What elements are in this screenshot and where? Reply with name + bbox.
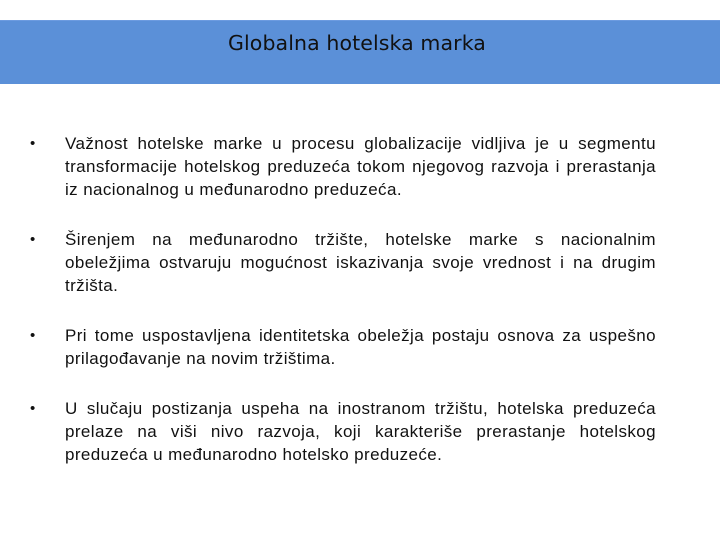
- bullet-text: Pri tome uspostavljena identitetska obeležja postaju osnova za uspešno prilagođavanje na novim tržištima.: [65, 326, 656, 368]
- bullet-item: [28, 132, 656, 201]
- bullet-icon: •: [30, 327, 36, 344]
- bullet-icon: •: [30, 400, 36, 417]
- slide-title: Globalna hotelska marka: [228, 31, 486, 55]
- bullet-item: [28, 228, 656, 297]
- title-bar: [0, 20, 720, 84]
- bullet-icon: •: [30, 135, 36, 152]
- bullet-text: Važnost hotelske marke u procesu globalizacije vidljiva je u segmentu transformacije hotelskog preduzeća tokom njegovog razvoja i prerastanja iz nacionalnog u međunarodno preduzeća.: [65, 134, 656, 199]
- bullet-icon: •: [30, 231, 36, 248]
- bullet-item: [28, 324, 656, 370]
- bullet-list: [28, 132, 656, 493]
- bullet-text: U slučaju postizanja uspeha na inostranom tržištu, hotelska preduzeća prelaze na viši nivo razvoja, koji karakteriše prerastanje hotelskog preduzeća u međunarodno hotelsko preduzeće.: [65, 399, 656, 464]
- bullet-text: Širenjem na međunarodno tržište, hotelske marke s nacionalnim obeležjima ostvaruju mogućnost iskazivanja svoje vrednost i na drugim tržišta.: [65, 230, 656, 295]
- bullet-item: [28, 397, 656, 466]
